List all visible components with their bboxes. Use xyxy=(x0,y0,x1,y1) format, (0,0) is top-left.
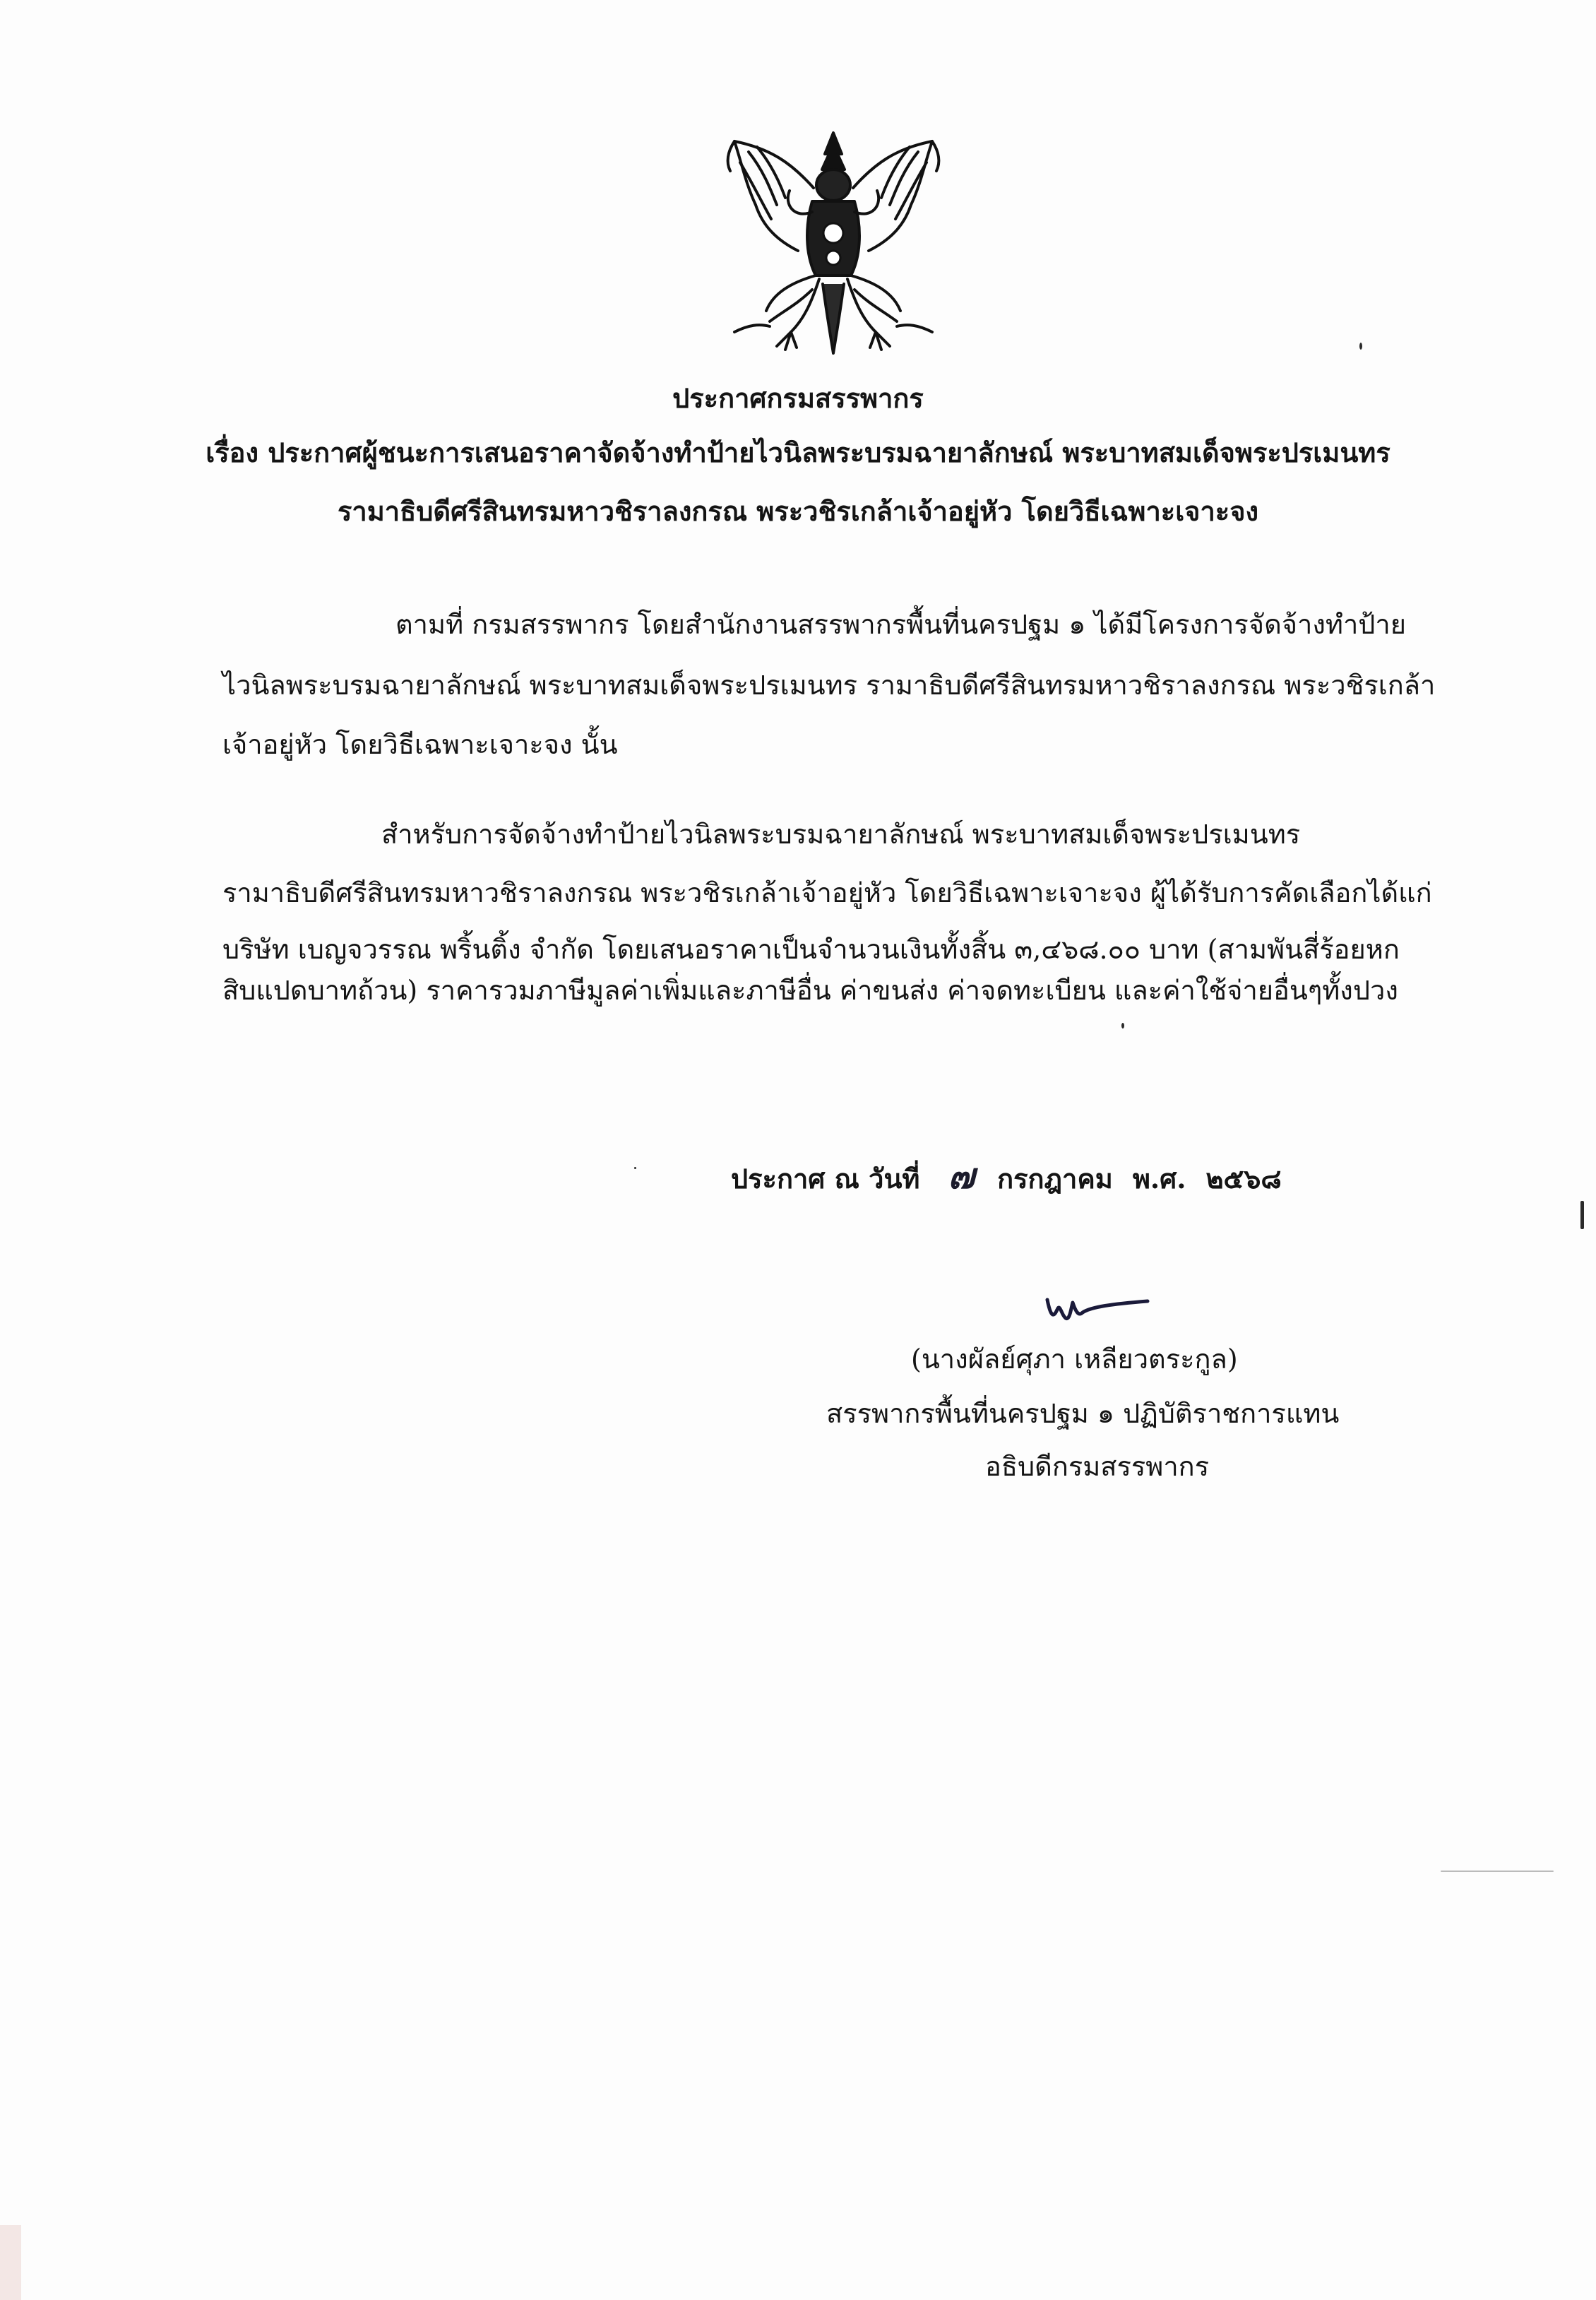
date-year: ๒๕๖๘ xyxy=(1205,1163,1282,1195)
date-year-label: พ.ศ. xyxy=(1132,1163,1186,1195)
scan-speck xyxy=(634,1167,636,1169)
scan-speck xyxy=(1359,343,1362,350)
paragraph1-line3: เจ้าอยู่หัว โดยวิธีเฉพาะเจาะจง นั้น xyxy=(222,729,618,760)
subject-line-2: รามาธิบดีศรีสินทรมหาวชิราลงกรณ พระวชิรเกล้าเจ้าอยู่หัว โดยวิธีเฉพาะเจาะจง xyxy=(337,495,1259,527)
signatory-position: สรรพากรพื้นที่นครปฐม ๑ ปฏิบัติราชการแทน xyxy=(826,1398,1340,1429)
date-day-handwritten: ๗ xyxy=(948,1156,975,1197)
paragraph1-line1: ตามที่ กรมสรรพากร โดยสำนักงานสรรพากรพื้นที่นครปฐม ๑ ได้มีโครงการจัดจ้างทำป้าย xyxy=(395,609,1407,640)
paragraph2-line2: รามาธิบดีศรีสินทรมหาวชิราลงกรณ พระวชิรเกล้าเจ้าอยู่หัว โดยวิธีเฉพาะเจาะจง ผู้ได้รับการคัดเลือกได้แก่ xyxy=(222,877,1432,908)
signatory-name: (นางผัลย์ศุภา เหลียวตระกูล) xyxy=(911,1344,1238,1375)
announcement-date xyxy=(731,1149,1282,1204)
document-title: ประกาศกรมสรรพากร xyxy=(672,382,924,414)
handwritten-signature xyxy=(1042,1286,1155,1328)
paragraph2-line3: บริษัท เบญจวรรณ พริ้นติ้ง จำกัด โดยเสนอราคาเป็นจำนวนเงินทั้งสิ้น ๓,๔๖๘.๐๐ บาท (สามพันสี่ร้อยหก xyxy=(222,934,1400,965)
garuda-emblem-icon xyxy=(706,120,960,364)
paragraph1-line2: ไวนิลพระบรมฉายาลักษณ์ พระบาทสมเด็จพระปรเมนทร รามาธิบดีศรีสินทรมหาวชิราลงกรณ พระวชิรเกล้า xyxy=(222,670,1436,701)
scan-speck xyxy=(1580,1201,1584,1229)
scan-speck xyxy=(0,2225,21,2300)
subject-line-1: เรื่อง ประกาศผู้ชนะการเสนอราคาจัดจ้างทำป้ายไวนิลพระบรมฉายาลักษณ์ พระบาทสมเด็จพระปรเมนทร xyxy=(206,437,1390,468)
date-month: กรกฎาคม xyxy=(997,1163,1113,1195)
paragraph2-line1: สำหรับการจัดจ้างทำป้ายไวนิลพระบรมฉายาลักษณ์ พระบาทสมเด็จพระปรเมนทร xyxy=(381,819,1301,850)
signatory-on-behalf: อธิบดีกรมสรรพากร xyxy=(985,1451,1210,1482)
paragraph2-line4: สิบแปดบาทถ้วน) ราคารวมภาษีมูลค่าเพิ่มและภาษีอื่น ค่าขนส่ง ค่าจดทะเบียน และค่าใช้จ่ายอื่นๆทั้งปวง xyxy=(222,975,1398,1006)
scan-speck xyxy=(1121,1023,1124,1029)
scan-speck xyxy=(1441,1871,1554,1872)
date-prefix: ประกาศ ณ วันที่ xyxy=(731,1163,920,1195)
